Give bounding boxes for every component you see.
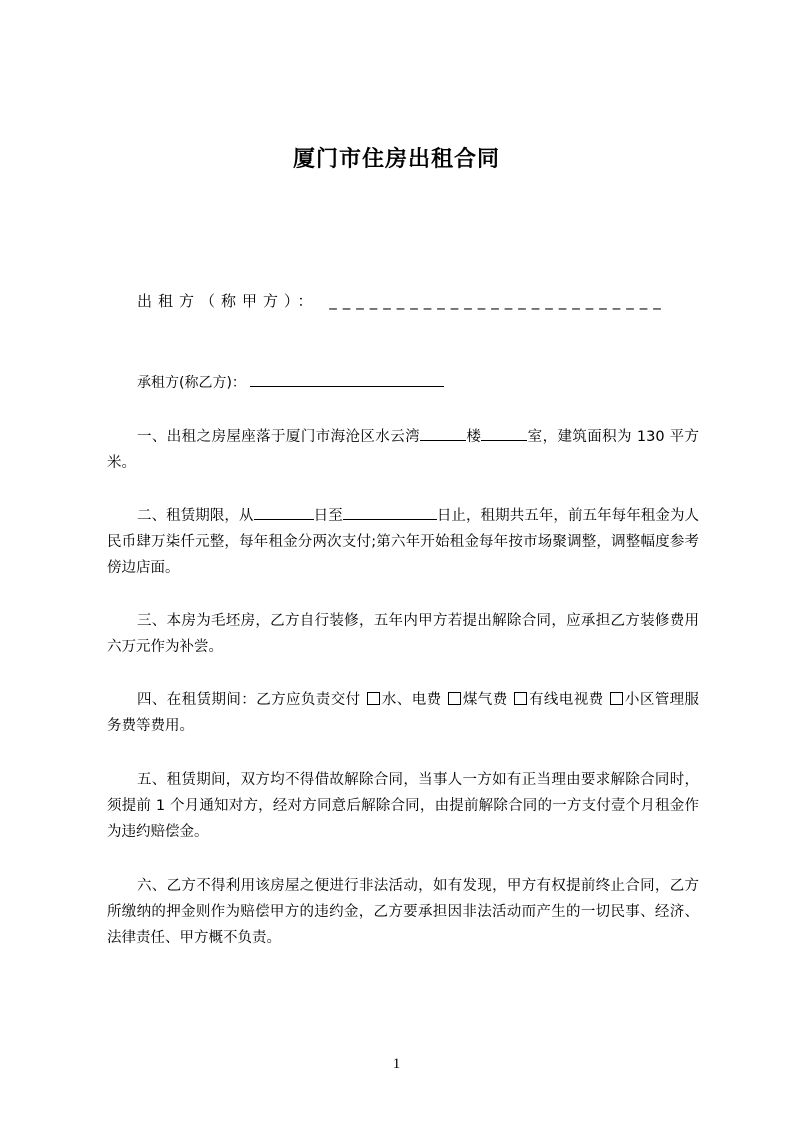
clause-4 [107,687,699,739]
page-number: 1 [392,1056,401,1072]
option-cable-tv: 有线电视费 [528,692,604,708]
clause-5 [107,767,699,845]
option-water-electric: 水、电费 [381,692,442,708]
clause-3 [107,608,699,660]
clause-2 [107,503,699,581]
clause-1-text-b: 楼 [465,429,482,445]
party-a-blank: _________________________ [329,292,667,310]
party-a-label: 出租方（称甲方）： [137,292,319,310]
party-b-line [137,372,444,392]
party-a-line [137,290,707,311]
clause-1 [107,424,699,476]
checkbox-management-fee[interactable] [610,692,623,705]
party-b-blank [250,372,444,387]
clause-2-text-c: 日止，租期共五年，前五年每年租金为人民币肆万柒仟元整，每年租金分两次支付;第六年开始租金每年按市场聚调整，调整幅度参考傍边店面。 [107,508,700,576]
room-blank [481,425,527,441]
clause-2-text-a: 二、租赁期限，从 [137,508,254,524]
checkbox-gas[interactable] [448,692,461,705]
clause-1-text-a: 一、出租之房屋座落于厦门市海沧区水云湾 [137,429,420,445]
clause-5-text: 五、租赁期间，双方均不得借故解除合同，当事人一方如有正当理由要求解除合同时，须提前 1 个月通知对方，经对方同意后解除合同，由提前解除合同的一方支付壹个月租金作为违约赔偿金。 [107,772,699,840]
checkbox-water-electric[interactable] [367,692,380,705]
clause-6 [107,873,699,951]
checkbox-cable-tv[interactable] [514,692,527,705]
option-gas: 煤气费 [462,692,508,708]
option-management-fee: 小区管理服务费等费用。 [107,692,700,734]
party-b-label: 承租方(称乙方)： [137,375,246,391]
building-blank [420,425,466,441]
document-title: 厦门市住房出租合同 [292,147,500,172]
clause-1-text-c: 室，建筑面积为 130 平方米。 [107,429,700,471]
clause-2-text-b: 日至 [313,508,343,524]
end-date-blank [343,504,437,520]
clause-6-text: 六、乙方不得利用该房屋之便进行非法活动，如有发现，甲方有权提前终止合同，乙方所缴纳的押金则作为赔偿甲方的违约金，乙方要承担因非法活动而产生的一切民事、经济、法律责任、甲方概不负责。 [107,878,699,946]
clause-3-text: 三、本房为毛坯房，乙方自行装修，五年内甲方若提出解除合同，应承担乙方装修费用六万元作为补尝。 [107,613,699,655]
start-date-blank [254,504,314,520]
clause-4-intro: 四、在租赁期间：乙方应负责交付 [137,692,361,708]
